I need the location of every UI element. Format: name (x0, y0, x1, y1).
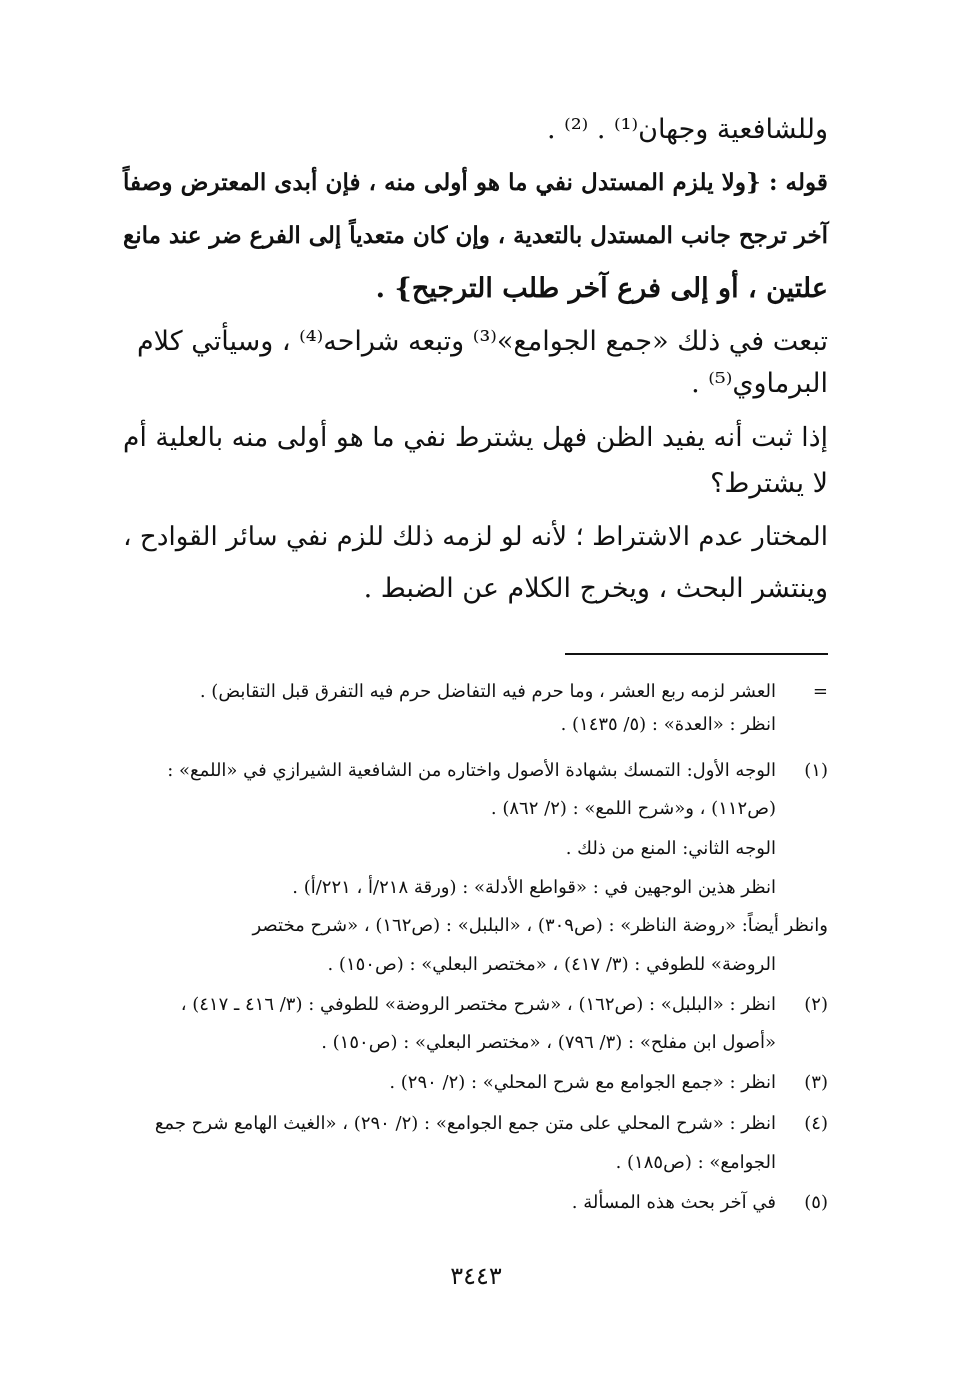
footnote-4-line-2: الجوامع» : (ص١٨٥) . (615, 1152, 776, 1173)
footnote-1-line-6: الروضة» للطوفي : (٣/ ٤١٧) ، «مختصر البعلي» : (ص١٥٠) . (327, 954, 776, 975)
footnote-2-line-2: «أصول ابن مفلح» : (٣/ ٧٩٦) ، «مختصر البعلي» : (ص١٥٠) . (321, 1032, 776, 1053)
main-line-7: إذا ثبت أنه يفيد الظن فهل يشترط نفي ما هو أولى منه بالعلية أم (122, 422, 828, 453)
main-line-3: آخر ترجح جانب المستدل بالتعدية ، وإن كان متعدياً إلى الفرع ضر عند مانع (123, 222, 828, 249)
footnote-1-line-3: الوجه الثاني: المنع من ذلك . (565, 838, 776, 859)
footnote-number-4: (٤) (804, 1113, 828, 1134)
main-line-5: تبعت في ذلك «جمع الجوامع»⁽³⁾ وتبعه شراحه⁽⁴⁾ ، وسيأتي كلام (136, 326, 828, 357)
footnote-number-1: (١) (804, 760, 828, 781)
footnote-number-2: (٢) (804, 994, 828, 1015)
footnote-continuation-mark: = (812, 681, 828, 702)
footnote-continuation-line-2: انظر : «العدة» : (٥/ ١٤٣٥) . (560, 714, 776, 735)
footnote-1-line-1: الوجه الأول: التمسك بشهادة الأصول واختاره من الشافعية الشيرازي في «اللمع» : (167, 760, 776, 781)
main-line-1: وللشافعية وجهان⁽¹⁾ . ⁽²⁾ . (547, 114, 828, 145)
footnote-5-line-1: في آخر بحث هذه المسألة . (571, 1192, 776, 1213)
footnote-1-line-2: (ص١١٢) ، و«شرح اللمع» : (٢/ ٨٦٢) . (490, 798, 776, 819)
footnote-3-line-1: انظر : «جمع الجوامع مع شرح المحلي» : (٢/ ٢٩٠) . (389, 1072, 776, 1093)
main-line-6: البرماوي⁽⁵⁾ . (691, 368, 828, 399)
footnote-1-line-5: وانظر أيضاً: «روضة الناظر» : (ص٣٠٩) ، «البلبل» : (ص١٦٢) ، «شرح مختصر (252, 915, 828, 936)
main-line-9: المختار عدم الاشتراط ؛ لأنه لو لزمه ذلك للزم نفي سائر القوادح ، (123, 522, 828, 552)
footnote-1-line-4: انظر هذين الوجهين في : «قواطع الأدلة» : (ورقة ٢١٨/أ ، ٢٢١/أ) . (292, 877, 776, 898)
footnote-4-line-1: انظر : «شرح المحلي على متن جمع الجوامع» : (٢/ ٢٩٠) ، «الغيث الهامع شرح جمع (154, 1113, 776, 1134)
footnote-continuation-line-1: العشر لزمه ربع العشر ، وما حرم فيه التفاضل حرم فيه التفرق قبل التقابض) . (199, 681, 776, 702)
footnote-separator (565, 653, 828, 655)
main-line-8: لا يشترط؟ (710, 468, 828, 499)
footnote-number-3: (٣) (804, 1072, 828, 1093)
main-line-4: علتين ، أو إلى فرع آخر طلب الترجيح} . (375, 273, 828, 304)
page-number: ٣٤٤٣ (450, 1262, 502, 1290)
footnote-number-5: (٥) (804, 1192, 828, 1213)
main-line-2: قوله : {ولا يلزم المستدل نفي ما هو أولى منه ، فإن أبدى المعترض وصفاً (122, 169, 828, 196)
footnote-2-line-1: انظر : «البلبل» : (ص١٦٢) ، «شرح مختصر الروضة» للطوفي : (٣/ ٤١٦ ـ ٤١٧) ، (180, 994, 776, 1015)
main-line-10: وينتشر البحث ، ويخرج الكلام عن الضبط . (363, 573, 828, 604)
